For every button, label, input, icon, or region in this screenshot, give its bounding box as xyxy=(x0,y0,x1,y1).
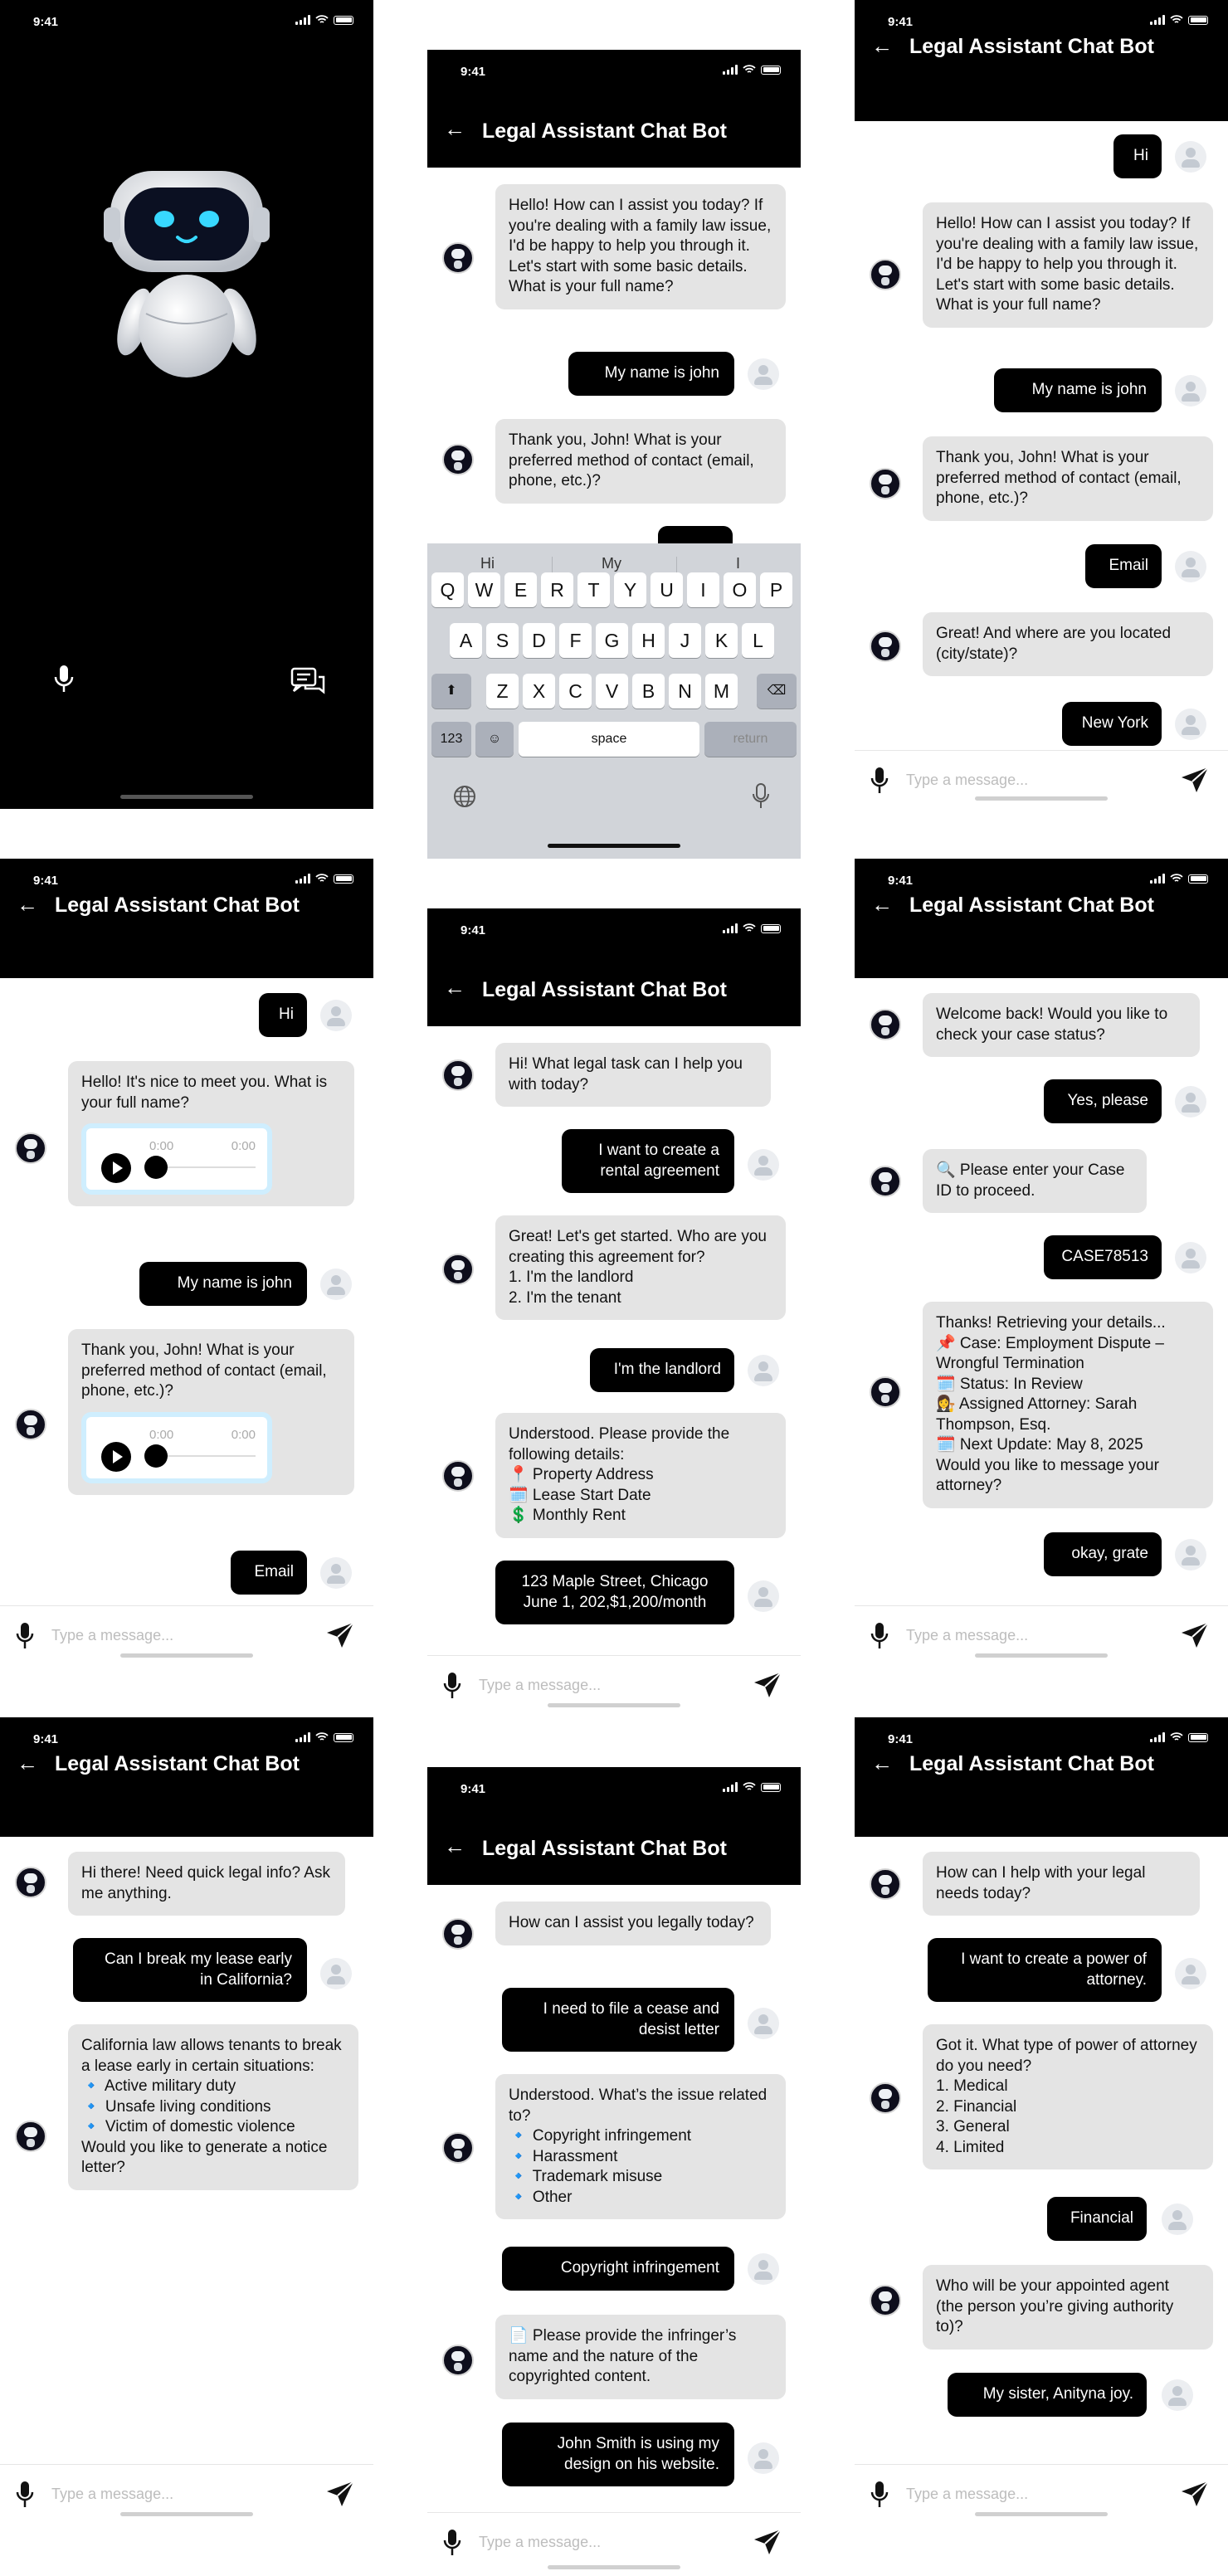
user-message: Yes, please xyxy=(1044,1079,1162,1123)
key-u[interactable]: U xyxy=(651,572,683,607)
user-message: I want to create a rental agreement xyxy=(562,1129,734,1193)
user-message: Copyright infringement xyxy=(502,2247,734,2291)
audio-time-total: 0:00 xyxy=(231,1139,256,1153)
bot-avatar xyxy=(870,259,901,290)
screen-chat-lease xyxy=(0,1717,373,2547)
return-key[interactable]: return xyxy=(704,722,797,757)
user-avatar xyxy=(1162,2203,1193,2235)
bot-message-audio xyxy=(68,1329,354,1495)
message-input[interactable] xyxy=(906,769,1155,791)
back-arrow-icon[interactable]: ← xyxy=(871,1751,893,1775)
screen-chat-rental xyxy=(427,908,801,1738)
send-icon[interactable] xyxy=(1180,2480,1210,2510)
home-indicator xyxy=(975,2512,1108,2516)
key-d[interactable]: D xyxy=(523,623,555,658)
user-avatar xyxy=(1175,1086,1206,1118)
audio-time-current: 0:00 xyxy=(149,1139,174,1153)
key-l[interactable]: L xyxy=(742,623,774,658)
screen-chat-audio xyxy=(0,859,373,1688)
battery-icon xyxy=(1188,1733,1208,1742)
status-time: 9:41 xyxy=(460,65,486,79)
back-arrow-icon[interactable]: ← xyxy=(871,33,893,58)
back-arrow-icon[interactable]: ← xyxy=(17,1751,38,1775)
wifi-icon xyxy=(743,1782,756,1792)
user-message: John Smith is using my design on his website. xyxy=(502,2423,734,2486)
key-z[interactable]: Z xyxy=(486,674,519,709)
signal-icon xyxy=(1150,874,1165,884)
key-m[interactable]: M xyxy=(705,674,738,709)
key-k[interactable]: K xyxy=(705,623,738,658)
bot-avatar xyxy=(15,1867,46,1898)
bot-avatar xyxy=(442,1460,474,1492)
bot-message-text: Thank you, John! What is your preferred method of contact (email, phone, etc.)? xyxy=(81,1342,327,1400)
screen-splash xyxy=(0,0,373,809)
key-h[interactable]: H xyxy=(632,623,665,658)
key-w[interactable]: W xyxy=(468,572,500,607)
microphone-icon[interactable] xyxy=(442,1671,462,1701)
bot-avatar xyxy=(442,1918,474,1950)
bot-message: 🔍 Please enter your Case ID to proceed. xyxy=(923,1149,1147,1213)
user-avatar xyxy=(320,1557,352,1589)
wifi-icon xyxy=(1170,1732,1183,1742)
screen-chat-contact xyxy=(855,0,1228,809)
microphone-icon[interactable] xyxy=(870,2480,889,2510)
bot-message: Great! And where are you located (city/state)? xyxy=(923,612,1213,676)
message-input[interactable] xyxy=(906,2483,1155,2505)
wifi-icon xyxy=(315,874,329,884)
user-message: Hi xyxy=(259,993,307,1037)
bot-avatar xyxy=(15,1409,46,1440)
status-icons xyxy=(723,1782,781,1792)
status-time: 9:41 xyxy=(460,923,486,937)
chat-header xyxy=(0,1751,373,1837)
bot-avatar xyxy=(870,1009,901,1040)
bot-message: Hi! What legal task can I help you with today? xyxy=(495,1043,771,1107)
home-indicator xyxy=(120,1653,253,1658)
home-indicator xyxy=(548,2565,680,2569)
send-icon[interactable] xyxy=(753,2528,782,2558)
bot-avatar xyxy=(870,2082,901,2114)
bot-avatar xyxy=(870,631,901,662)
user-message: Can I break my lease early in California? xyxy=(73,1938,307,2002)
emoji-key[interactable]: ☺ xyxy=(475,722,514,757)
status-bar xyxy=(0,0,373,46)
home-indicator xyxy=(120,795,253,799)
wifi-icon xyxy=(743,65,756,75)
signal-icon xyxy=(723,1782,738,1792)
battery-icon xyxy=(761,1783,781,1792)
bot-avatar xyxy=(870,1166,901,1197)
bot-message-audio xyxy=(68,1061,354,1206)
user-avatar xyxy=(748,2442,779,2474)
key-n[interactable]: N xyxy=(669,674,701,709)
status-icons xyxy=(723,65,781,75)
wifi-icon xyxy=(315,1732,329,1742)
user-avatar xyxy=(1175,375,1206,407)
play-button-icon[interactable] xyxy=(101,1442,131,1472)
chat-header xyxy=(855,1751,1228,1837)
audio-player xyxy=(81,1412,272,1483)
page-title: Legal Assistant Chat Bot xyxy=(909,894,1154,917)
wifi-icon xyxy=(1170,15,1183,25)
status-icons xyxy=(295,874,353,884)
play-button-icon[interactable] xyxy=(101,1153,131,1183)
screen-chat-cease-desist xyxy=(427,1767,801,2576)
battery-icon xyxy=(1188,16,1208,25)
chat-header xyxy=(427,96,801,168)
bot-message: Welcome back! Would you like to check your case status? xyxy=(923,993,1200,1057)
message-input[interactable] xyxy=(479,2531,728,2553)
user-message: My name is john xyxy=(568,352,734,396)
chat-header xyxy=(855,33,1228,121)
status-icons xyxy=(1150,15,1208,25)
status-icons xyxy=(295,1732,353,1742)
screen-chat-keyboard xyxy=(427,50,801,859)
key-x[interactable]: X xyxy=(523,674,555,709)
user-avatar xyxy=(748,1355,779,1386)
wifi-icon xyxy=(1170,874,1183,884)
key-v[interactable]: V xyxy=(596,674,628,709)
status-bar xyxy=(427,1767,801,1814)
microphone-icon[interactable] xyxy=(870,1621,889,1651)
bot-avatar xyxy=(442,242,474,274)
bot-message: Who will be your appointed agent (the person you’re giving authority to)? xyxy=(923,2265,1213,2350)
audio-player xyxy=(81,1123,272,1195)
bot-message: Hello! How can I assist you today? If you're dealing with a family law issue, I'd be happy to help you through it. Let's start with some basic details. What is your full name? xyxy=(495,184,786,309)
user-message: My name is john xyxy=(994,368,1162,412)
user-message: I'm the landlord xyxy=(590,1348,734,1392)
user-avatar xyxy=(320,1269,352,1300)
key-y[interactable]: Y xyxy=(614,572,646,607)
home-indicator xyxy=(975,1653,1108,1658)
user-avatar xyxy=(1162,2379,1193,2411)
status-time: 9:41 xyxy=(33,874,59,888)
user-avatar xyxy=(1175,1539,1206,1570)
user-message: My name is john xyxy=(139,1262,307,1306)
audio-scrubber[interactable] xyxy=(144,1156,168,1179)
user-message: New York xyxy=(1062,702,1162,746)
bot-avatar xyxy=(442,1059,474,1091)
bot-message: Got it. What type of power of attorney do you need? 1. Medical 2. Financial 3. General 4. Limited xyxy=(923,2024,1213,2169)
microphone-icon[interactable] xyxy=(53,664,75,695)
home-indicator xyxy=(548,1703,680,1707)
space-key[interactable]: space xyxy=(519,722,699,757)
user-avatar xyxy=(748,1580,779,1612)
key-c[interactable]: C xyxy=(559,674,592,709)
user-message: Email xyxy=(1085,544,1162,588)
key-r[interactable]: R xyxy=(541,572,573,607)
chat-header xyxy=(427,1814,801,1885)
user-message: CASE78513 xyxy=(1044,1235,1162,1279)
user-avatar xyxy=(1175,551,1206,582)
bot-message: Understood. What’s the issue related to? 🔹 Copyright infringement 🔹 Harassment 🔹 Trademark misuse 🔹 Other xyxy=(495,2074,786,2219)
key-f[interactable]: F xyxy=(559,623,592,658)
status-bar xyxy=(427,908,801,955)
bot-avatar xyxy=(15,1132,46,1164)
back-arrow-icon[interactable]: ← xyxy=(17,892,38,917)
user-message: Email xyxy=(231,1551,307,1595)
chat-bubbles-icon[interactable] xyxy=(290,667,327,697)
chat-header xyxy=(0,892,373,978)
user-avatar xyxy=(1175,709,1206,740)
back-arrow-icon[interactable]: ← xyxy=(871,892,893,917)
user-avatar xyxy=(748,2008,779,2039)
user-message: Hi xyxy=(1113,134,1162,178)
bot-message: Hi there! Need quick legal info? Ask me anything. xyxy=(68,1852,345,1916)
signal-icon xyxy=(295,1732,310,1742)
wifi-icon xyxy=(315,15,329,25)
signal-icon xyxy=(1150,15,1165,25)
audio-scrubber[interactable] xyxy=(144,1444,168,1468)
home-indicator xyxy=(975,796,1108,801)
send-icon[interactable] xyxy=(325,1621,355,1651)
status-bar xyxy=(427,50,801,96)
bot-message: Thanks! Retrieving your details... 📌 Case: Employment Dispute – Wrongful Termination 🗓️ Status: In Review 👩‍⚖️ Assigned Attorney: Sarah Thompson, Esq. 🗓️ Next Update: May 8, 2025 Would you like to message your attorney? xyxy=(923,1302,1213,1508)
bot-avatar xyxy=(15,2121,46,2152)
key-q[interactable]: Q xyxy=(431,572,464,607)
status-icons xyxy=(1150,874,1208,884)
chat-header xyxy=(427,955,801,1026)
bot-avatar xyxy=(442,444,474,475)
dictation-mic-icon[interactable] xyxy=(751,782,771,811)
back-arrow-icon[interactable]: ← xyxy=(444,1833,465,1858)
key-o[interactable]: O xyxy=(724,572,756,607)
send-icon[interactable] xyxy=(753,1671,782,1701)
bot-message: Understood. Please provide the following details: 📍 Property Address 🗓️ Lease Start Date 💲 Monthly Rent xyxy=(495,1413,786,1538)
screen-chat-case-status xyxy=(855,859,1228,1688)
user-message: okay, grate xyxy=(1044,1532,1162,1576)
bot-avatar xyxy=(442,2345,474,2376)
user-avatar xyxy=(320,1958,352,1989)
bot-avatar xyxy=(870,1376,901,1408)
key-j[interactable]: J xyxy=(669,623,701,658)
globe-icon[interactable] xyxy=(452,784,477,809)
user-message: I want to create a power of attorney. xyxy=(928,1938,1162,2002)
wifi-icon xyxy=(743,923,756,933)
backspace-key[interactable]: ⌫ xyxy=(757,674,797,709)
user-avatar xyxy=(1175,1242,1206,1273)
battery-icon xyxy=(1188,874,1208,884)
signal-icon xyxy=(1150,1732,1165,1742)
message-input-bar xyxy=(427,2512,801,2572)
send-icon[interactable] xyxy=(325,2480,355,2510)
user-message: 123 Maple Street, Chicago June 1, 202,$1,200/month xyxy=(495,1561,734,1624)
message-input[interactable] xyxy=(51,2483,300,2505)
screen-chat-power-of-attorney xyxy=(855,1717,1228,2547)
user-avatar xyxy=(748,2253,779,2285)
status-time: 9:41 xyxy=(888,874,914,888)
audio-track[interactable] xyxy=(154,1455,256,1457)
status-time: 9:41 xyxy=(888,15,914,29)
bot-message: Great! Let's get started. Who are you creating this agreement for? 1. I'm the landlord 2. I'm the tenant xyxy=(495,1215,786,1320)
signal-icon xyxy=(295,874,310,884)
send-icon[interactable] xyxy=(1180,1621,1210,1651)
status-icons xyxy=(1150,1732,1208,1742)
send-icon[interactable] xyxy=(1180,766,1210,796)
page-title: Legal Assistant Chat Bot xyxy=(55,1752,300,1775)
audio-time-total: 0:00 xyxy=(231,1427,256,1442)
bot-avatar xyxy=(870,468,901,499)
bot-message: 📄 Please provide the infringer’s name and the nature of the copyrighted content. xyxy=(495,2315,786,2399)
signal-icon xyxy=(295,15,310,25)
battery-icon xyxy=(334,874,353,884)
status-time: 9:41 xyxy=(460,1782,486,1796)
bot-avatar xyxy=(442,1254,474,1285)
message-input[interactable] xyxy=(479,1674,728,1696)
message-input[interactable] xyxy=(51,1624,300,1646)
numbers-key[interactable]: 123 xyxy=(431,722,471,757)
user-avatar xyxy=(748,1149,779,1181)
suggestion-my[interactable]: My xyxy=(602,555,621,572)
key-i[interactable]: I xyxy=(687,572,719,607)
key-a[interactable]: A xyxy=(450,623,482,658)
bot-message: Hello! How can I assist you today? If you're dealing with a family law issue, I'd be happy to help you through it. Let's start with some basic details. What is your full name? xyxy=(923,202,1213,328)
battery-icon xyxy=(761,66,781,75)
key-g[interactable]: G xyxy=(596,623,628,658)
page-title: Legal Assistant Chat Bot xyxy=(482,1837,727,1860)
key-t[interactable]: T xyxy=(577,572,610,607)
user-avatar xyxy=(1175,141,1206,173)
user-message: My sister, Anityna joy. xyxy=(948,2373,1147,2417)
robot-illustration xyxy=(91,156,282,380)
user-avatar xyxy=(1175,1958,1206,1989)
bot-message: How can I assist you legally today? xyxy=(495,1902,771,1945)
key-p[interactable]: P xyxy=(760,572,792,607)
status-icons xyxy=(295,15,353,25)
page-title: Legal Assistant Chat Bot xyxy=(909,35,1154,58)
message-input[interactable] xyxy=(906,1624,1155,1646)
audio-track[interactable] xyxy=(154,1166,256,1168)
back-arrow-icon[interactable]: ← xyxy=(444,975,465,1000)
microphone-icon[interactable] xyxy=(15,2480,35,2510)
page-title: Legal Assistant Chat Bot xyxy=(55,894,300,917)
battery-icon xyxy=(334,16,353,25)
suggestion-hi[interactable]: Hi xyxy=(480,555,495,572)
bot-message: Thank you, John! What is your preferred method of contact (email, phone, etc.)? xyxy=(923,436,1213,521)
bot-avatar xyxy=(870,1868,901,1900)
battery-icon xyxy=(334,1733,353,1742)
home-indicator xyxy=(548,844,680,848)
microphone-icon[interactable] xyxy=(15,1621,35,1651)
page-title: Legal Assistant Chat Bot xyxy=(482,119,727,143)
keyboard xyxy=(427,543,801,859)
home-indicator xyxy=(120,2512,253,2516)
audio-time-current: 0:00 xyxy=(149,1427,174,1442)
page-title: Legal Assistant Chat Bot xyxy=(909,1752,1154,1775)
bot-message: Thank you, John! What is your preferred method of contact (email, phone, etc.)? xyxy=(495,419,786,504)
microphone-icon[interactable] xyxy=(442,2528,462,2558)
status-time: 9:41 xyxy=(888,1732,914,1746)
signal-icon xyxy=(723,923,738,933)
chat-header xyxy=(855,892,1228,978)
page-title: Legal Assistant Chat Bot xyxy=(482,978,727,1001)
bot-message: How can I help with your legal needs today? xyxy=(923,1852,1200,1916)
signal-icon xyxy=(723,65,738,75)
status-time: 9:41 xyxy=(33,15,59,29)
microphone-icon[interactable] xyxy=(870,766,889,796)
status-time: 9:41 xyxy=(33,1732,59,1746)
battery-icon xyxy=(761,924,781,933)
status-icons xyxy=(723,923,781,933)
user-avatar xyxy=(320,1000,352,1031)
bot-avatar xyxy=(442,2132,474,2164)
user-message: Financial xyxy=(1047,2197,1147,2241)
shift-key[interactable]: ⬆ xyxy=(431,674,471,709)
suggestion-i[interactable]: I xyxy=(736,555,741,572)
bot-avatar xyxy=(870,2285,901,2316)
user-avatar xyxy=(748,358,779,390)
back-arrow-icon[interactable]: ← xyxy=(444,116,465,141)
bot-message-text: Hello! It's nice to meet you. What is your full name? xyxy=(81,1074,328,1112)
bot-message: California law allows tenants to break a lease early in certain situations: 🔹 Active military duty 🔹 Unsafe living conditions 🔹 Victim of domestic violence Would you like to generate a notice letter? xyxy=(68,2024,358,2190)
key-e[interactable]: E xyxy=(504,572,537,607)
user-message: I need to file a cease and desist letter xyxy=(502,1988,734,2052)
key-b[interactable]: B xyxy=(632,674,665,709)
key-s[interactable]: S xyxy=(486,623,519,658)
